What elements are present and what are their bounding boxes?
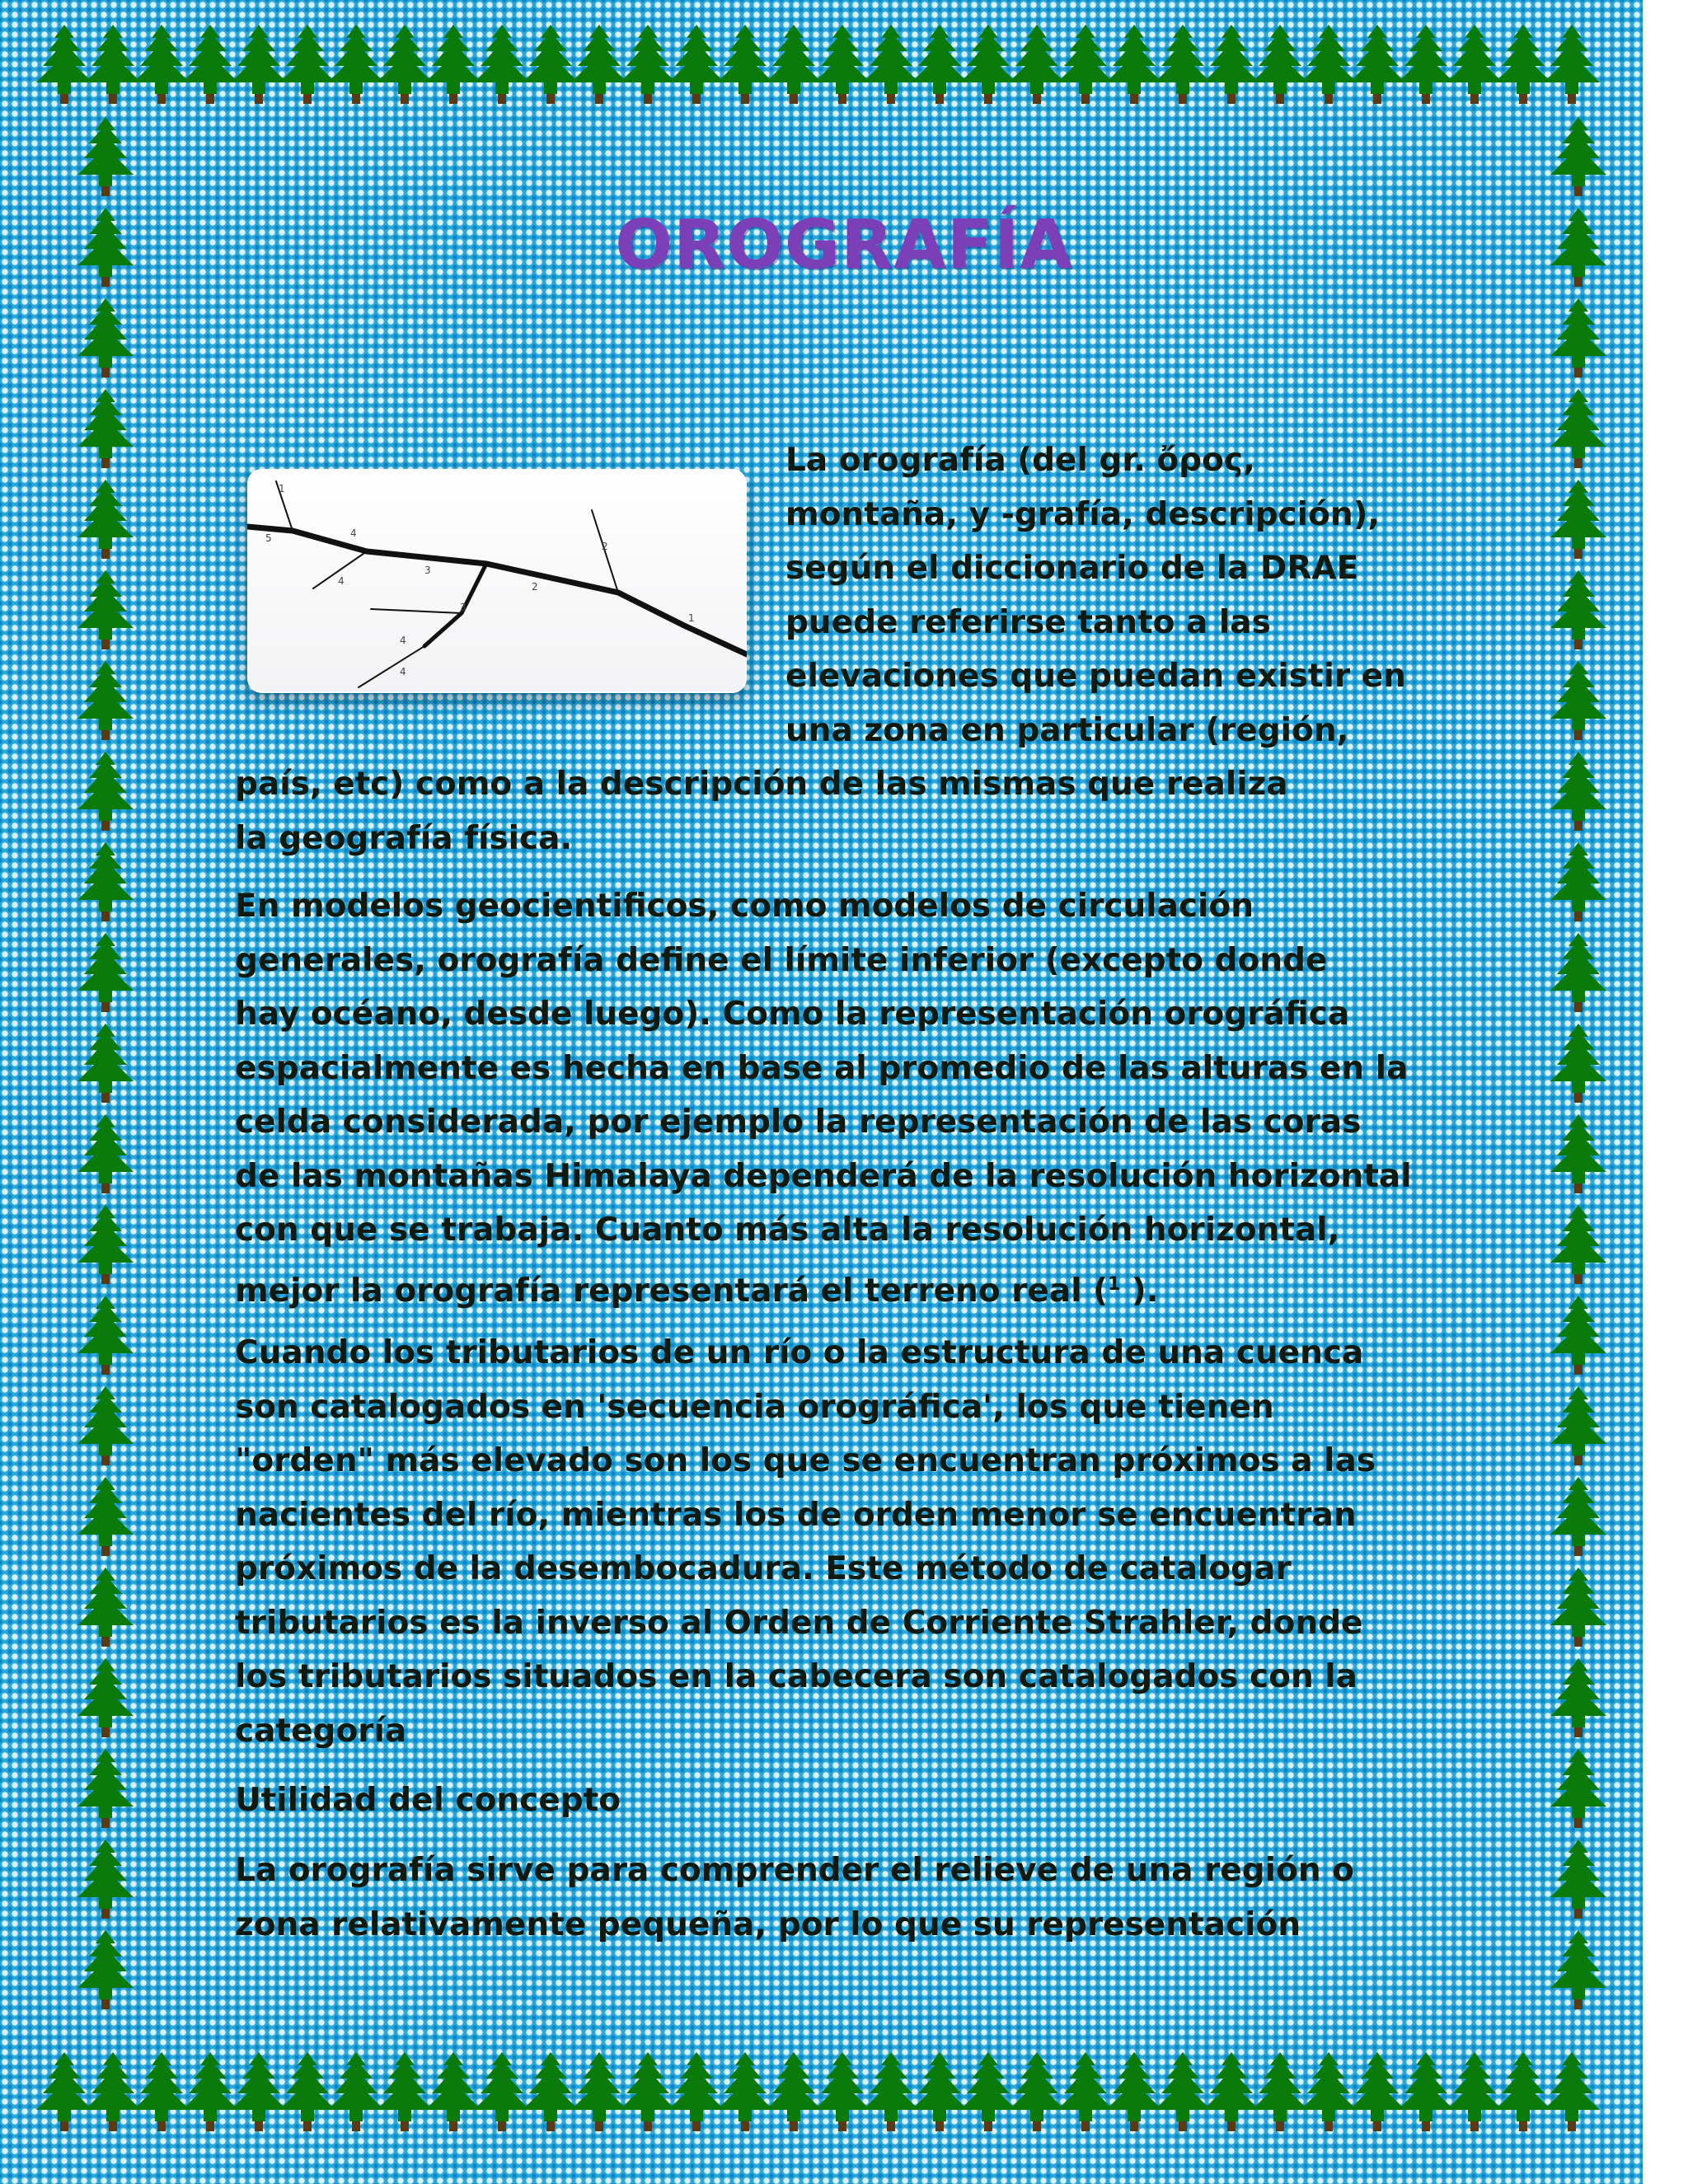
text-line: de las montañas Himalaya dependerá de la resolución horizontal <box>235 1157 1412 1195</box>
pine-tree-icon <box>1537 1203 1620 1286</box>
pine-tree-icon <box>64 115 147 198</box>
pine-tree-icon <box>1537 841 1620 923</box>
pine-tree-icon <box>64 659 147 742</box>
pine-tree-icon <box>1537 1475 1620 1558</box>
text-line: Cuando los tributarios de un río o la estructura de una cuenca <box>235 1334 1364 1371</box>
text-line: una zona en particular (región, <box>785 711 1349 749</box>
pine-tree-icon <box>64 1566 147 1648</box>
pine-tree-icon <box>64 1022 147 1104</box>
text-line: nacientes del río, mientras los de orden menor se encuentran <box>235 1496 1357 1534</box>
tributary <box>359 646 424 687</box>
diagram-label: 5 <box>265 532 272 544</box>
pine-tree-icon <box>64 1385 147 1467</box>
pine-tree-icon <box>64 1475 147 1558</box>
text-line: mejor la orografía representará el terreno real ( <box>235 1272 1108 1310</box>
pine-tree-icon <box>1537 1022 1620 1104</box>
tributary <box>371 609 462 613</box>
pine-tree-icon <box>1537 1747 1620 1830</box>
text-line: tributarios es la inverso al Orden de Corriente Strahler, donde <box>235 1604 1363 1642</box>
diagram-label: 1 <box>688 612 695 624</box>
pine-tree-icon <box>64 1657 147 1739</box>
footnote-marker[interactable]: 1 <box>1107 1273 1121 1295</box>
stream-order-svg <box>247 469 747 693</box>
text-line: montaña, y -grafía, descripción), <box>785 495 1381 533</box>
diagram-label: 2 <box>602 541 608 552</box>
text-line-last <box>235 1258 1412 1319</box>
pine-tree-icon <box>1537 1929 1620 2011</box>
pine-tree-icon <box>1537 297 1620 379</box>
text-line: generales, orografía define el límite inferior (excepto donde <box>235 941 1328 979</box>
pine-tree-icon <box>1531 23 1613 105</box>
pine-tree-icon <box>1537 931 1620 1014</box>
diagram-label: 2 <box>532 581 538 593</box>
text-line: elevaciones que puedan existir en <box>785 658 1406 695</box>
pine-tree-icon <box>64 841 147 923</box>
text-line-end: ). <box>1120 1272 1159 1310</box>
paragraph-3 <box>235 1326 1376 1758</box>
text-line: la geografía física. <box>235 819 573 857</box>
text-line: zona relativamente pequeña, por lo que su representación <box>235 1905 1301 1943</box>
pine-tree-icon <box>1537 1838 1620 1920</box>
diagram-label: 4 <box>338 575 345 587</box>
pine-tree-icon <box>64 1929 147 2011</box>
pine-tree-icon <box>1537 1294 1620 1376</box>
pine-tree-icon <box>64 478 147 560</box>
diagram-label: 4 <box>400 666 406 677</box>
pine-tree-icon <box>1537 659 1620 742</box>
text-line: categoría <box>235 1712 407 1750</box>
diagram-label: 1 <box>279 483 285 494</box>
text-line: La orografía sirve para comprender el relieve de una región o <box>235 1852 1354 1889</box>
pine-tree-icon <box>1537 387 1620 470</box>
text-line: puede referirse tanto a las <box>785 603 1271 641</box>
paragraph-4 <box>235 1844 1354 1952</box>
pine-tree-icon <box>64 297 147 379</box>
pine-tree-icon <box>64 750 147 832</box>
pine-tree-icon <box>1537 1385 1620 1467</box>
text-line: celda considerada, por ejemplo la representación de las coras <box>235 1104 1362 1141</box>
diagram-label: 3 <box>424 565 431 576</box>
pine-tree-icon <box>64 1113 147 1195</box>
page-title: OROGRAFÍA <box>615 206 1073 284</box>
pine-tree-icon <box>64 1203 147 1286</box>
text-line: En modelos geocientificos, como modelos de circulación <box>235 888 1254 925</box>
pine-tree-icon <box>1531 2050 1613 2133</box>
diagram-label: 3 <box>460 602 467 613</box>
paragraph-2 <box>235 879 1412 1318</box>
pine-tree-icon <box>1537 1657 1620 1739</box>
diagram-label: 4 <box>400 635 406 646</box>
text-line: son catalogados en 'secuencia orográfica', los que tienen <box>235 1388 1274 1426</box>
text-line: según el diccionario de la DRAE <box>785 550 1359 587</box>
text-line: hay océano, desde luego). Como la representación orográfica <box>235 996 1350 1033</box>
pine-tree-icon <box>64 1838 147 1920</box>
pine-tree-icon <box>64 569 147 651</box>
pine-tree-icon <box>1537 478 1620 560</box>
diagram-label: 4 <box>350 527 357 539</box>
pine-tree-icon <box>1537 569 1620 651</box>
text-line: La orografía (del gr. ὄρος, <box>785 442 1255 479</box>
pine-tree-icon <box>64 931 147 1014</box>
text-line: "orden" más elevado son los que se encuentran próximos a las <box>235 1442 1376 1479</box>
pine-tree-icon <box>64 387 147 470</box>
subheading: Utilidad del concepto <box>235 1782 621 1819</box>
tributary <box>424 564 486 646</box>
text-line: país, etc) como a la descripción de las mismas que realiza <box>235 766 1288 803</box>
pine-tree-icon <box>1537 1566 1620 1648</box>
pine-tree-icon <box>1537 115 1620 198</box>
pine-tree-icon <box>64 1294 147 1376</box>
text-line: los tributarios situados en la cabecera son catalogados con la <box>235 1658 1357 1695</box>
text-line: espacialmente es hecha en base al promedio de las alturas en la <box>235 1049 1409 1087</box>
pine-tree-icon <box>1537 750 1620 832</box>
text-line: próximos de la desembocadura. Este método de catalogar <box>235 1550 1292 1587</box>
main-channel <box>247 527 747 654</box>
stream-order-diagram <box>247 469 747 693</box>
pine-tree-icon <box>64 1747 147 1830</box>
text-line: con que se trabaja. Cuanto más alta la resolución horizontal, <box>235 1212 1340 1249</box>
pine-tree-icon <box>1537 1113 1620 1195</box>
